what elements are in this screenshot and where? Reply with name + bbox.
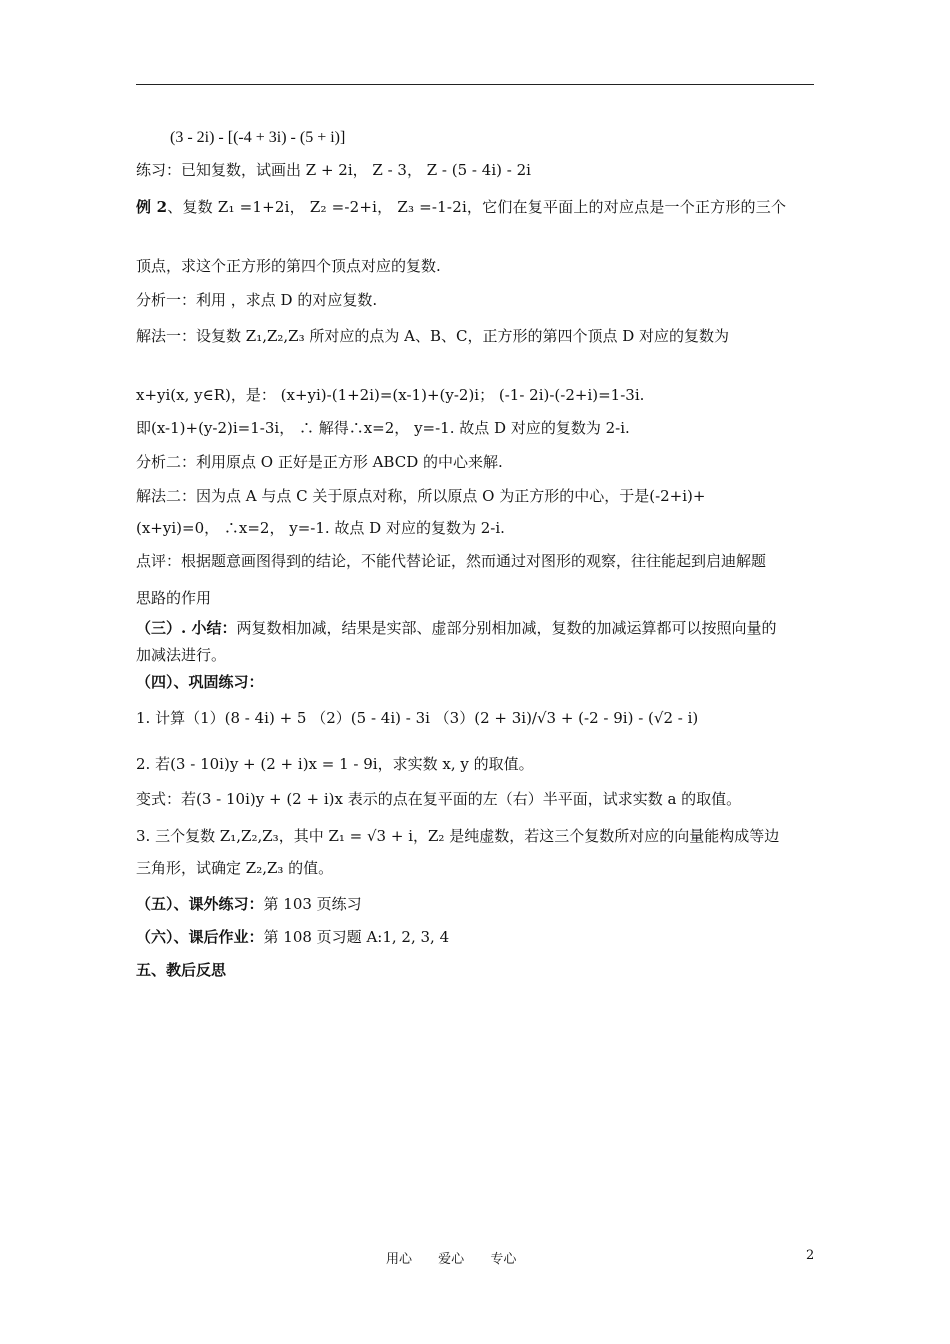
footer-item: 用心 (386, 1252, 413, 1267)
solution-one-equation: x+yi(x, y∈R)，是： (x+yi)-(1+2i)=(x-1)+(y-2)i； (-1- 2i)-(-2+i)=1-3i. (136, 386, 645, 404)
section-five-reflection: 五、教后反思 (136, 961, 227, 979)
summary-continued: 加减法进行。 (136, 646, 227, 664)
comment-continued: 思路的作用 (136, 589, 212, 607)
analysis-one: 分析一：利用 ，求点 D 的对应复数. (136, 291, 378, 309)
comment-line: 点评：根据题意画图得到的结论，不能代替论证，然而通过对图形的观察，往往能起到启迪解题 (136, 552, 767, 570)
exercise-1: 1. 计算（1）(8 - 4i) + 5 （2）(5 - 4i) - 3i （3）(2 + 3i)/√3 + (-2 - 9i) - (√2 - i) (136, 709, 699, 727)
section-four-heading: （四）、巩固练习： (136, 673, 264, 691)
exercise-2: 2. 若(3 - 10i)y + (2 + i)x = 1 - 9i，求实数 x, y 的取值。 (136, 755, 534, 773)
example-2-line: 例 2、复数 Z₁ =1+2i， Z₂ =-2+i， Z₃ =-1-2i，它们在复平面上的对应点是一个正方形的三个 (136, 198, 787, 216)
header-rule (136, 84, 814, 85)
exercise-3: 3. 三个复数 Z₁,Z₂,Z₃，其中 Z₁ = √3 + i，Z₂ 是纯虚数，若这三个复数所对应的向量能构成等边 (136, 827, 780, 845)
solution-two-result: (x+yi)=0， ∴x=2， y=-1. 故点 D 对应的复数为 2-i. (136, 519, 505, 537)
exercise-variant: 变式：若(3 - 10i)y + (2 + i)x 表示的点在复平面的左（右）半平面，试求实数 a 的取值。 (136, 790, 742, 808)
page-number: 2 (806, 1248, 815, 1263)
analysis-two: 分析二：利用原点 O 正好是正方形 ABCD 的中心来解. (136, 453, 503, 471)
footer-item: 爱心 (438, 1252, 465, 1267)
summary-line: （三）. 小结：两复数相加减，结果是实部、虚部分别相加减，复数的加减运算都可以按照向量的 (136, 619, 777, 637)
exercise-3-continued: 三角形，试确定 Z₂,Z₃ 的值。 (136, 859, 334, 877)
expression-line: (3 - 2i) - [(-4 + 3i) - (5 + i)] (170, 129, 346, 146)
practice-line: 练习：已知复数，试画出 Z + 2i， Z - 3， Z - (5 - 4i) - 2i (136, 161, 531, 179)
example-2-continued: 顶点，求这个正方形的第四个顶点对应的复数. (136, 257, 441, 275)
solution-one-result: 即(x-1)+(y-2)i=1-3i， ∴ 解得∴x=2， y=-1. 故点 D 对应的复数为 2-i. (136, 419, 630, 437)
footer-item: 专心 (490, 1252, 517, 1267)
solution-one: 解法一：设复数 Z₁,Z₂,Z₃ 所对应的点为 A、B、C，正方形的第四个顶点 D 对应的复数为 (136, 327, 730, 345)
section-six: （六）、课后作业：第 108 页习题 A:1, 2, 3, 4 (136, 928, 450, 946)
solution-two: 解法二：因为点 A 与点 C 关于原点对称，所以原点 O 为正方形的中心，于是(-2+i)+ (136, 487, 706, 505)
section-five: （五）、课外练习：第 103 页练习 (136, 895, 362, 913)
page-footer (386, 1248, 538, 1267)
